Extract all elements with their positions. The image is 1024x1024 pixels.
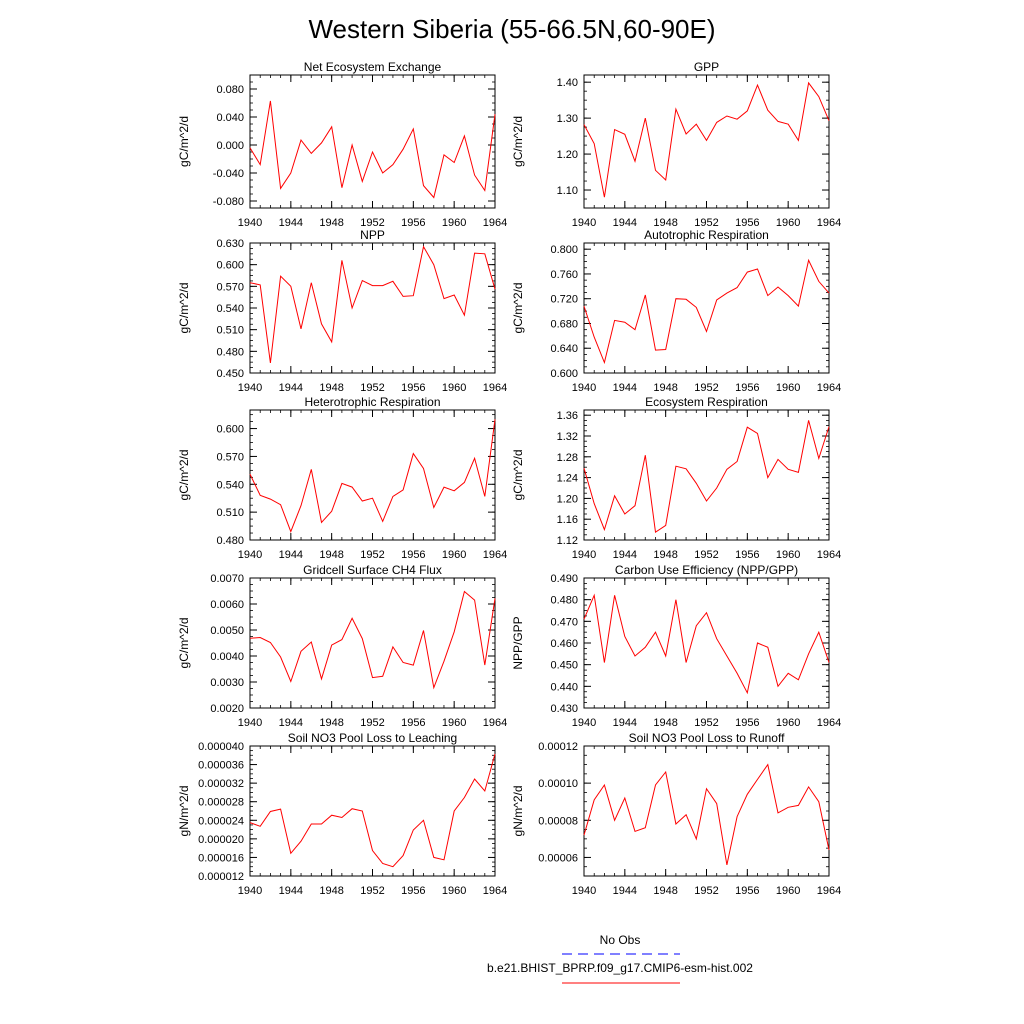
series-line <box>250 247 495 363</box>
chart-title: Carbon Use Efficiency (NPP/GPP) <box>614 563 799 577</box>
x-tick-label: 1940 <box>237 549 263 561</box>
y-axis-label: NPP/GPP <box>511 616 525 670</box>
y-tick-label: 0.540 <box>216 479 244 492</box>
y-tick-label: 0.440 <box>550 681 578 694</box>
x-tick-label: 1940 <box>571 549 597 561</box>
plot-frame <box>250 578 495 708</box>
chart-title: Heterotrophic Respiration <box>304 395 441 409</box>
x-tick-label: 1952 <box>360 885 385 897</box>
x-tick-label: 1960 <box>775 549 801 561</box>
y-tick-label: 0.000 <box>216 140 244 152</box>
y-tick-label: 1.12 <box>556 535 578 547</box>
y-tick-label: 1.10 <box>556 185 578 198</box>
x-tick-label: 1960 <box>775 382 801 394</box>
x-tick-label: 1948 <box>653 217 678 229</box>
y-tick-label: 0.450 <box>550 659 578 672</box>
chart-title: GPP <box>693 60 720 74</box>
y-tick-label: 0.800 <box>550 244 578 257</box>
x-tick-label: 1948 <box>653 717 678 729</box>
x-tick-label: 1944 <box>278 382 304 394</box>
y-tick-label: 1.36 <box>556 410 578 423</box>
chart-panel-8 <box>511 563 841 729</box>
x-tick-label: 1948 <box>319 217 344 229</box>
series-line <box>584 260 829 362</box>
y-tick-label: 1.24 <box>556 472 578 485</box>
plot-frame <box>584 578 829 708</box>
x-tick-label: 1952 <box>694 549 719 561</box>
x-tick-label: 1956 <box>735 717 760 729</box>
y-tick-label: 0.000040 <box>198 741 244 753</box>
y-tick-label: 0.000036 <box>198 759 244 772</box>
x-tick-label: 1944 <box>612 717 638 729</box>
y-tick-label: 0.480 <box>216 535 244 547</box>
x-tick-label: 1948 <box>319 549 344 561</box>
series-line <box>584 765 829 865</box>
chart-title: NPP <box>360 228 385 242</box>
x-tick-label: 1952 <box>360 382 385 394</box>
x-tick-label: 1960 <box>441 382 467 394</box>
plot-frame <box>250 75 495 208</box>
y-axis-label: gC/m^2/d <box>177 617 191 669</box>
y-axis-label: gC/m^2/d <box>511 449 525 501</box>
x-tick-label: 1952 <box>694 217 719 229</box>
y-tick-label: 0.460 <box>550 638 578 650</box>
x-tick-label: 1948 <box>653 382 678 394</box>
legend-model-line <box>0 975 1024 995</box>
series-line <box>584 595 829 693</box>
x-tick-label: 1940 <box>237 885 263 897</box>
chart-panel-2 <box>511 60 841 229</box>
y-tick-label: 1.28 <box>556 451 578 464</box>
plot-frame <box>584 75 829 208</box>
x-tick-label: 1952 <box>694 382 719 394</box>
x-tick-label: 1944 <box>278 549 304 561</box>
series-line <box>250 592 495 688</box>
x-tick-label: 1948 <box>653 549 678 561</box>
plot-frame <box>250 243 495 373</box>
x-tick-label: 1960 <box>441 717 467 729</box>
x-tick-label: 1948 <box>653 885 678 897</box>
y-tick-label: 0.000012 <box>198 871 244 883</box>
y-tick-label: 1.20 <box>556 493 578 506</box>
y-tick-label: 0.480 <box>216 346 244 359</box>
y-tick-label: -0.080 <box>212 196 244 208</box>
x-tick-label: 1956 <box>735 217 760 229</box>
series-line <box>250 101 495 198</box>
x-tick-label: 1964 <box>482 717 508 729</box>
x-tick-label: 1952 <box>360 217 385 229</box>
x-tick-label: 1952 <box>360 717 385 729</box>
y-tick-label: 0.510 <box>216 507 244 520</box>
x-tick-label: 1944 <box>278 717 304 729</box>
y-tick-label: 0.00008 <box>538 815 578 828</box>
x-tick-label: 1956 <box>401 717 426 729</box>
x-tick-label: 1944 <box>612 549 638 561</box>
chart-title: Autotrophic Respiration <box>644 228 769 242</box>
x-tick-label: 1940 <box>571 717 597 729</box>
y-axis-label: gN/m^2/d <box>177 785 191 837</box>
x-tick-label: 1948 <box>319 382 344 394</box>
y-tick-label: 0.630 <box>216 238 244 250</box>
x-tick-label: 1960 <box>441 217 467 229</box>
x-tick-label: 1964 <box>482 549 508 561</box>
y-axis-label: gC/m^2/d <box>177 449 191 501</box>
x-tick-label: 1940 <box>571 885 597 897</box>
y-tick-label: 0.0070 <box>210 573 244 585</box>
x-tick-label: 1944 <box>612 885 638 897</box>
y-tick-label: 0.040 <box>216 112 244 124</box>
y-tick-label: 1.16 <box>556 514 578 527</box>
y-tick-label: 0.570 <box>216 281 244 294</box>
x-tick-label: 1956 <box>401 885 426 897</box>
y-tick-label: 0.600 <box>550 368 578 380</box>
y-tick-label: 0.490 <box>550 573 578 585</box>
chart-title: Ecosystem Respiration <box>645 395 768 409</box>
x-tick-label: 1964 <box>816 549 842 561</box>
y-tick-label: 0.600 <box>216 259 244 272</box>
y-tick-label: 0.0050 <box>210 625 244 637</box>
chart-panel-7 <box>177 563 507 729</box>
x-tick-label: 1952 <box>360 549 385 561</box>
y-tick-label: 0.680 <box>550 318 578 331</box>
y-tick-label: 0.0060 <box>210 599 244 611</box>
x-tick-label: 1960 <box>441 885 467 897</box>
x-tick-label: 1964 <box>482 382 508 394</box>
y-tick-label: 0.0040 <box>210 651 244 663</box>
chart-panel-3 <box>177 228 507 394</box>
x-tick-label: 1956 <box>735 549 760 561</box>
y-tick-label: 0.470 <box>550 616 578 629</box>
chart-title: Gridcell Surface CH4 Flux <box>303 563 442 577</box>
y-tick-label: 1.32 <box>556 431 578 443</box>
y-tick-label: 1.30 <box>556 113 578 126</box>
y-tick-label: 0.540 <box>216 303 244 315</box>
x-tick-label: 1960 <box>775 717 801 729</box>
chart-title: Net Ecosystem Exchange <box>303 60 442 74</box>
y-tick-label: 0.00006 <box>538 852 578 865</box>
plot-frame <box>584 410 829 540</box>
x-tick-label: 1960 <box>441 549 467 561</box>
y-tick-label: -0.040 <box>212 168 244 180</box>
y-tick-label: 0.450 <box>216 368 244 380</box>
x-tick-label: 1956 <box>735 382 760 394</box>
series-line <box>250 419 495 531</box>
y-axis-label: gN/m^2/d <box>511 785 525 837</box>
x-tick-label: 1940 <box>237 717 263 729</box>
x-tick-label: 1956 <box>401 382 426 394</box>
main-title: Western Siberia (55-66.5N,60-90E) <box>308 14 716 44</box>
y-tick-label: 0.000020 <box>198 833 244 846</box>
chart-panel-6 <box>511 395 841 561</box>
x-tick-label: 1960 <box>775 885 801 897</box>
x-tick-label: 1944 <box>612 382 638 394</box>
series-line <box>584 420 829 532</box>
chart-panel-9 <box>177 731 507 897</box>
y-tick-label: 0.000032 <box>198 778 244 791</box>
y-tick-label: 0.000028 <box>198 796 244 809</box>
x-tick-label: 1940 <box>571 382 597 394</box>
y-tick-label: 0.480 <box>550 594 578 607</box>
x-tick-label: 1952 <box>694 885 719 897</box>
y-tick-label: 0.760 <box>550 268 578 281</box>
y-tick-label: 0.640 <box>550 343 578 356</box>
y-axis-label: gC/m^2/d <box>177 282 191 334</box>
x-tick-label: 1940 <box>237 382 263 394</box>
x-tick-label: 1960 <box>775 217 801 229</box>
y-tick-label: 0.430 <box>550 703 578 715</box>
plot-frame <box>584 243 829 373</box>
y-tick-label: 0.720 <box>550 293 578 306</box>
x-tick-label: 1940 <box>571 217 597 229</box>
chart-panel-5 <box>177 395 507 561</box>
x-tick-label: 1964 <box>816 885 842 897</box>
chart-panel-10 <box>511 731 841 897</box>
y-tick-label: 0.000024 <box>198 815 244 828</box>
y-tick-label: 1.20 <box>556 149 578 162</box>
y-tick-label: 0.0020 <box>210 703 244 715</box>
y-tick-label: 0.00012 <box>538 741 578 753</box>
x-tick-label: 1964 <box>816 382 842 394</box>
x-tick-label: 1964 <box>482 217 508 229</box>
plot-frame <box>250 746 495 876</box>
legend-obs-label: No Obs <box>599 933 641 947</box>
y-tick-label: 0.570 <box>216 451 244 464</box>
y-tick-label: 0.080 <box>216 84 244 96</box>
series-line <box>584 83 829 197</box>
x-tick-label: 1952 <box>694 717 719 729</box>
y-tick-label: 1.40 <box>556 77 578 90</box>
y-axis-label: gC/m^2/d <box>511 282 525 334</box>
series-line <box>250 754 495 867</box>
y-tick-label: 0.510 <box>216 324 244 337</box>
x-tick-label: 1944 <box>612 217 638 229</box>
x-tick-label: 1956 <box>401 549 426 561</box>
x-tick-label: 1956 <box>401 217 426 229</box>
chart-panel-4 <box>511 228 841 394</box>
y-axis-label: gC/m^2/d <box>511 116 525 167</box>
x-tick-label: 1964 <box>816 717 842 729</box>
x-tick-label: 1956 <box>735 885 760 897</box>
y-axis-label: gC/m^2/d <box>177 116 191 167</box>
y-tick-label: 0.000016 <box>198 852 244 865</box>
x-tick-label: 1964 <box>816 217 842 229</box>
x-tick-label: 1944 <box>278 885 304 897</box>
chart-panel-1 <box>177 60 507 229</box>
y-tick-label: 0.600 <box>216 423 244 436</box>
plot-frame <box>584 746 829 876</box>
legend-model-label: b.e21.BHIST_BPRP.f09_g17.CMIP6-esm-hist.002 <box>487 961 753 975</box>
chart-title: Soil NO3 Pool Loss to Runoff <box>628 731 785 745</box>
x-tick-label: 1948 <box>319 885 344 897</box>
x-tick-label: 1940 <box>237 217 263 229</box>
x-tick-label: 1944 <box>278 217 304 229</box>
chart-title: Soil NO3 Pool Loss to Leaching <box>287 731 458 745</box>
y-tick-label: 0.00010 <box>538 778 578 791</box>
x-tick-label: 1964 <box>482 885 508 897</box>
y-tick-label: 0.0030 <box>210 677 244 689</box>
x-tick-label: 1948 <box>319 717 344 729</box>
